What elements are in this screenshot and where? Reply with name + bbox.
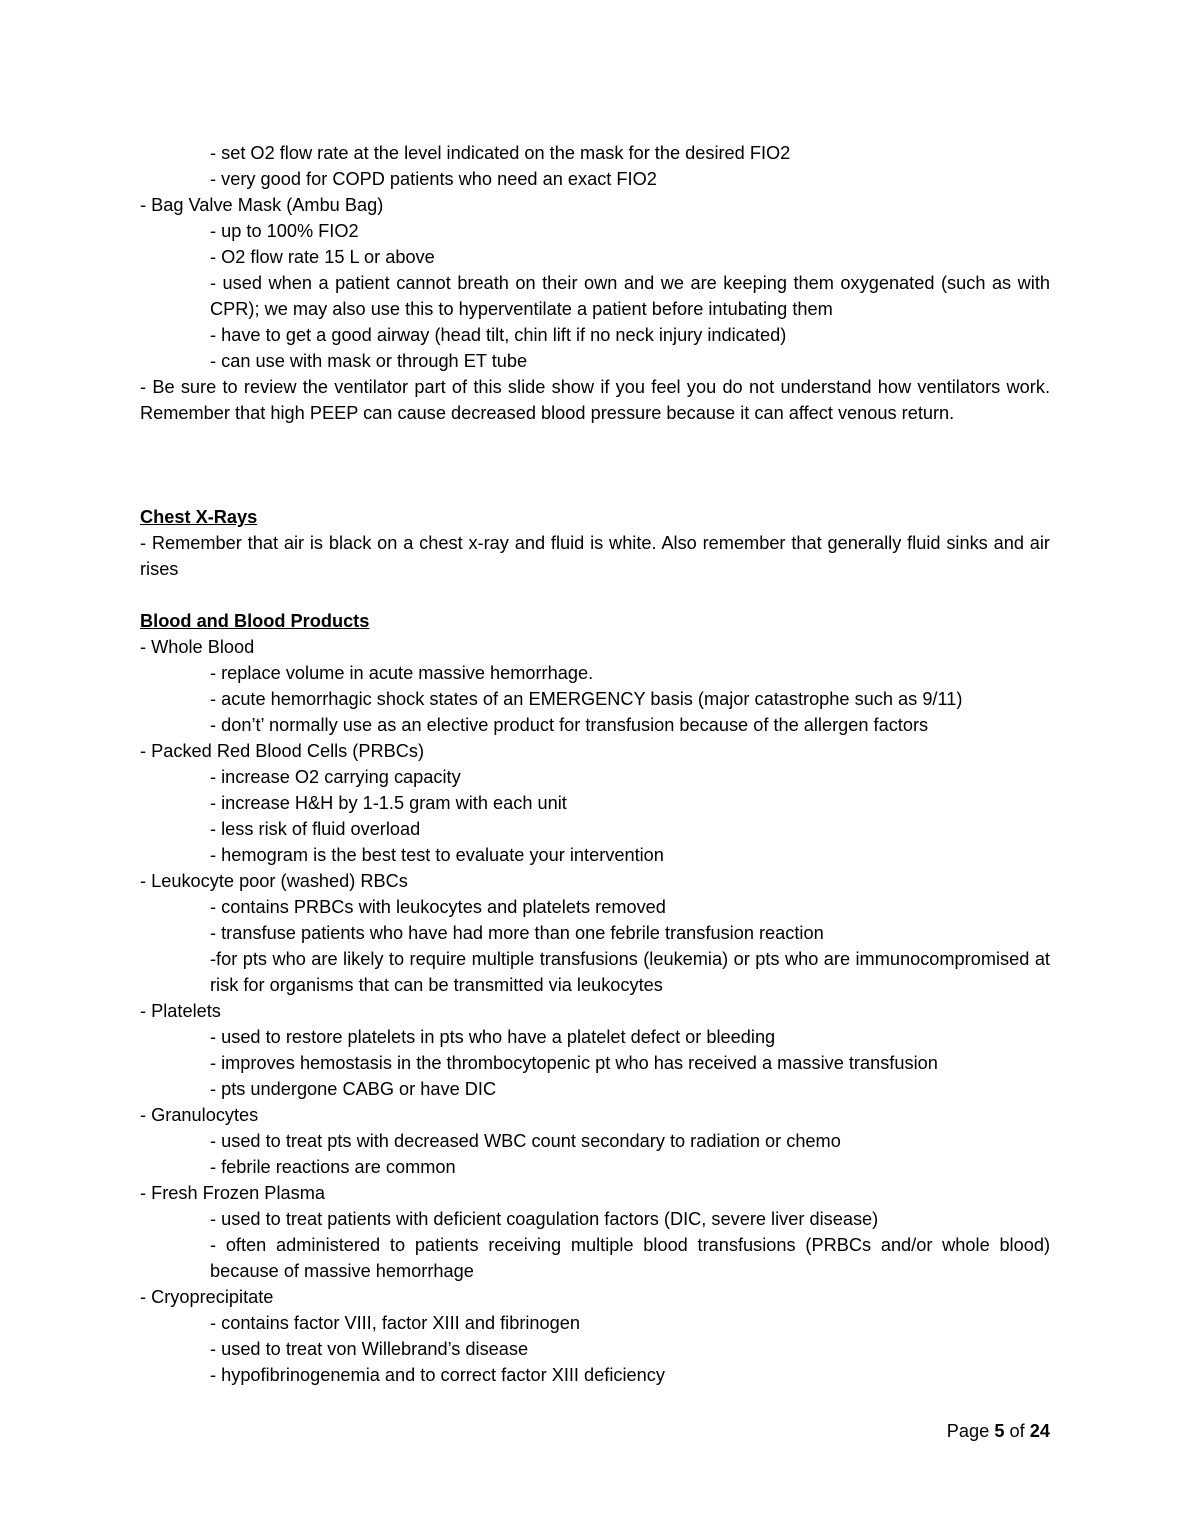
list-item: - used when a patient cannot breath on their own and we are keeping them oxygenated (such as with CPR); we may also use this to hyperventilate a patient before intubating them — [210, 273, 1050, 319]
blood-products-heading: Blood and Blood Products — [140, 611, 370, 631]
list-item: - up to 100% FIO2 — [210, 221, 359, 241]
list-item: - O2 flow rate 15 L or above — [210, 247, 435, 267]
page-label: Page — [946, 1421, 990, 1441]
list-item: - used to treat von Willebrand’s disease — [210, 1339, 529, 1359]
list-item: - used to treat patients with deficient coagulation factors (DIC, severe liver disease) — [210, 1209, 879, 1229]
list-title: - Cryoprecipitate — [140, 1287, 274, 1307]
list-item: - pts undergone CABG or have DIC — [210, 1079, 497, 1099]
ventilator-note: - Be sure to review the ventilator part of this slide show if you feel you do not understand how ventilators work. Remember that high PEEP can cause decreased blood pressure because it can affect venous return. — [140, 377, 1050, 423]
chest-xrays-heading: Chest X-Rays — [140, 507, 258, 527]
list-item: - increase H&H by 1-1.5 gram with each unit — [210, 793, 567, 813]
list-item: - very good for COPD patients who need an exact FIO2 — [210, 169, 657, 189]
list-item: - hypofibrinogenemia and to correct factor XIII deficiency — [210, 1365, 665, 1385]
list-item: - don’t’ normally use as an elective product for transfusion because of the allergen factors — [210, 715, 929, 735]
list-item: - less risk of fluid overload — [210, 819, 421, 839]
list-title: - Leukocyte poor (washed) RBCs — [140, 871, 408, 891]
list-item: - increase O2 carrying capacity — [210, 767, 461, 787]
list-item: - contains factor VIII, factor XIII and fibrinogen — [210, 1313, 581, 1333]
list-item: - febrile reactions are common — [210, 1157, 456, 1177]
spacer — [140, 582, 1050, 608]
current-page-number: 5 — [994, 1421, 1005, 1441]
list-item: - replace volume in acute massive hemorrhage. — [210, 663, 594, 683]
list-item: - can use with mask or through ET tube — [210, 351, 528, 371]
chest-xrays-text: - Remember that air is black on a chest x-ray and fluid is white. Also remember that generally fluid sinks and air rises — [140, 533, 1050, 579]
list-title: - Platelets — [140, 1001, 221, 1021]
list-title: - Fresh Frozen Plasma — [140, 1183, 325, 1203]
list-item: - acute hemorrhagic shock states of an EMERGENCY basis (major catastrophe such as 9/11) — [210, 689, 963, 709]
list-item: - transfuse patients who have had more than one febrile transfusion reaction — [210, 923, 824, 943]
list-item: - contains PRBCs with leukocytes and platelets removed — [210, 897, 666, 917]
list-title: - Whole Blood — [140, 637, 255, 657]
list-title: - Bag Valve Mask (Ambu Bag) — [140, 195, 384, 215]
list-item: -for pts who are likely to require multiple transfusions (leukemia) or pts who are immunocompromised at risk for organisms that can be transmitted via leukocytes — [210, 949, 1050, 995]
list-item: - used to treat pts with decreased WBC count secondary to radiation or chemo — [210, 1131, 841, 1151]
spacer — [140, 426, 1050, 504]
list-item: - have to get a good airway (head tilt, chin lift if no neck injury indicated) — [210, 325, 787, 345]
list-item: - set O2 flow rate at the level indicated on the mask for the desired FIO2 — [210, 143, 791, 163]
list-title: - Packed Red Blood Cells (PRBCs) — [140, 741, 425, 761]
of-label: of — [1009, 1421, 1025, 1441]
list-item: - improves hemostasis in the thrombocytopenic pt who has received a massive transfusion — [210, 1053, 938, 1073]
list-item: - hemogram is the best test to evaluate your intervention — [210, 845, 664, 865]
page-content — [140, 140, 1050, 1388]
list-item: - often administered to patients receiving multiple blood transfusions (PRBCs and/or whole blood) because of massive hemorrhage — [210, 1235, 1050, 1281]
list-item: - used to restore platelets in pts who have a platelet defect or bleeding — [210, 1027, 776, 1047]
total-pages-number: 24 — [1029, 1421, 1050, 1441]
page-number-footer — [947, 1418, 1050, 1444]
list-title: - Granulocytes — [140, 1105, 259, 1125]
